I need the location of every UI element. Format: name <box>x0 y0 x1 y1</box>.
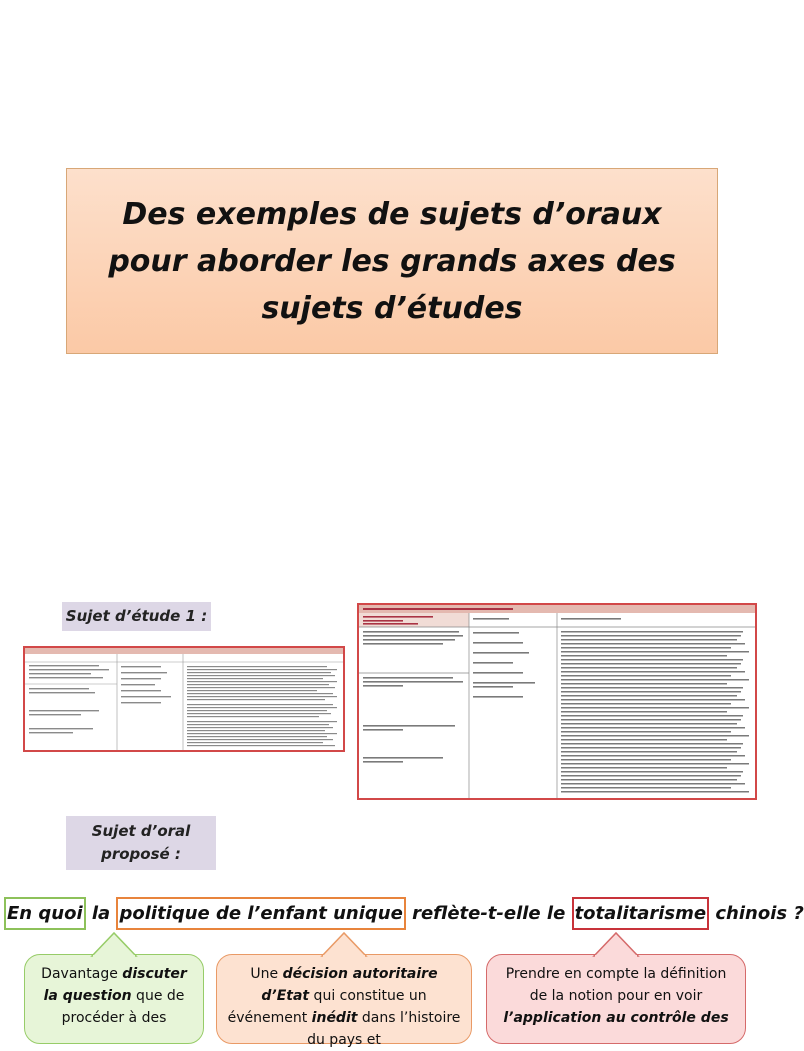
oral-label: Sujet d’oral proposé : <box>66 816 216 870</box>
callout-tail <box>322 933 366 957</box>
table-thumbnail-large <box>359 605 755 798</box>
bubble-3-text-1: Prendre en compte la définition de la notion pour en voir <box>505 966 727 1004</box>
bubble-2-text-3: dans l’histoire du pays et <box>307 1010 461 1048</box>
question-keyword-totalitarisme: totalitarisme <box>572 897 710 930</box>
table-thumbnail-small <box>25 648 343 750</box>
question-keyword-en-quoi: En quoi <box>4 897 86 930</box>
bubble-2-text-2: qui constitue un événement <box>227 988 427 1026</box>
callout-bubble-orange <box>216 954 472 1048</box>
thumbnail-table-large <box>357 603 757 800</box>
callout-tail <box>92 933 136 957</box>
callout-bubble-green <box>24 954 204 1044</box>
title-box <box>66 168 718 354</box>
slide-title: Des exemples de sujets d’oraux pour aborder les grands axes des sujets d’études <box>108 196 676 326</box>
question-keyword-politique: politique de l’enfant unique <box>116 897 405 930</box>
thumbnail-table-small <box>23 646 345 752</box>
question-text-1: la <box>85 903 117 924</box>
bubble-3-emphasis: l’application au contrôle des <box>503 1010 729 1026</box>
subject-label: Sujet d’étude 1 : <box>62 602 211 631</box>
bubble-1-emphasis: discuter la question <box>43 966 187 1004</box>
oral-question <box>4 896 804 932</box>
bubble-1-text-2: que de procéder à des <box>61 988 185 1026</box>
bubble-2-emphasis-1: décision autoritaire d’Etat <box>261 966 438 1004</box>
callout-tail <box>594 933 638 957</box>
callout-bubble-red <box>486 954 746 1044</box>
bubble-2-text-1: Une <box>250 966 283 982</box>
bubble-2-emphasis-2: inédit <box>311 1010 358 1026</box>
question-text-2: reflète-t-elle le <box>405 903 572 924</box>
question-text-3: chinois ? <box>709 903 804 924</box>
bubble-1-text-1: Davantage <box>41 966 123 982</box>
